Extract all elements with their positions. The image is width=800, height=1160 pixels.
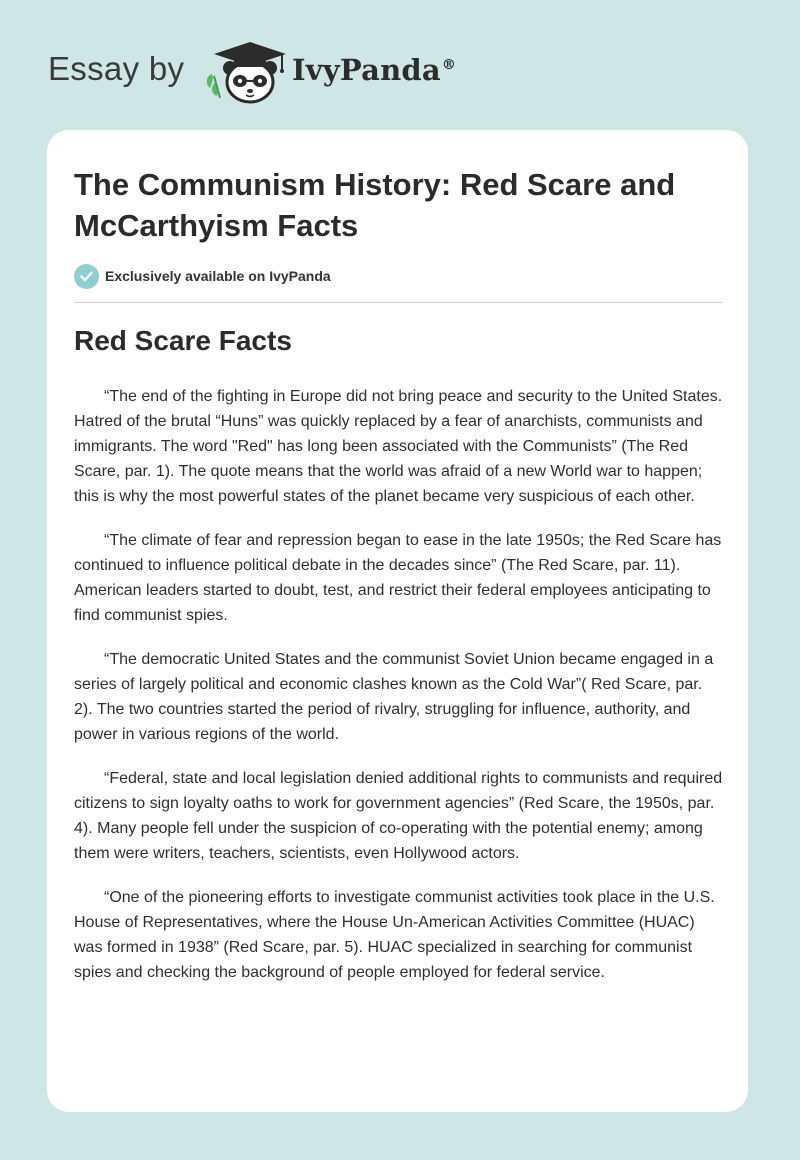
section-heading: Red Scare Facts <box>74 325 292 356</box>
exclusive-label: Exclusively available on IvyPanda <box>105 268 331 284</box>
essay-body <box>74 384 724 1004</box>
essay-title: The Communism History: Red Scare and McCarthyism Facts <box>74 167 676 243</box>
leaf-icon <box>207 74 220 98</box>
paragraph: “The democratic United States and the communist Soviet Union became engaged in a series of largely political and economic clashes known as the Cold War”( Red Scare, par. 2). The two countries started the period of rivalry, struggling for influence, authority, and power in various regions of the world. <box>74 651 714 743</box>
divider <box>74 302 722 303</box>
registered-mark: ® <box>441 57 457 74</box>
brand-prefix: Essay by <box>48 50 185 87</box>
essay-card <box>47 130 748 1112</box>
brand-name-text: IvyPanda <box>292 53 441 87</box>
check-icon <box>74 264 99 289</box>
exclusive-badge <box>74 263 331 289</box>
panda-logo-icon[interactable] <box>202 36 294 108</box>
paragraph: “The climate of fear and repression began to ease in the late 1950s; the Red Scare has continued to influence political debate in the decades since” (The Red Scare, par. 11). American leaders started to doubt, test, and restrict their federal employees anticipating to find communist spies. <box>74 532 722 624</box>
brand-name[interactable] <box>292 53 456 87</box>
paragraph: “One of the pioneering efforts to investigate communist activities took place in the U.S. House of Representatives, where the House Un-American Activities Committee (HUAC) was formed in 1938” (Red Scare, par. 5). HUAC specialized in searching for communist spies and checking the background of people employed for federal service. <box>74 889 715 981</box>
site-header <box>0 0 800 130</box>
paragraph: “The end of the fighting in Europe did not bring peace and security to the United States. Hatred of the brutal “Huns” was quickly replaced by a fear of anarchists, communists and immigrants. The word "Red" has long been associated with the Communists” (The Red Scare, par. 1). The quote means that the world was afraid of a new World war to happen; this is why the most powerful states of the planet became very suspicious of each other. <box>74 388 723 505</box>
paragraph: “Federal, state and local legislation denied additional rights to communists and required citizens to sign loyalty oaths to work for government agencies” (Red Scare, the 1950s, par. 4). Many people fell under the suspicion of co-operating with the potential enemy; among them were writers, teachers, scientists, even Hollywood actors. <box>74 770 723 862</box>
